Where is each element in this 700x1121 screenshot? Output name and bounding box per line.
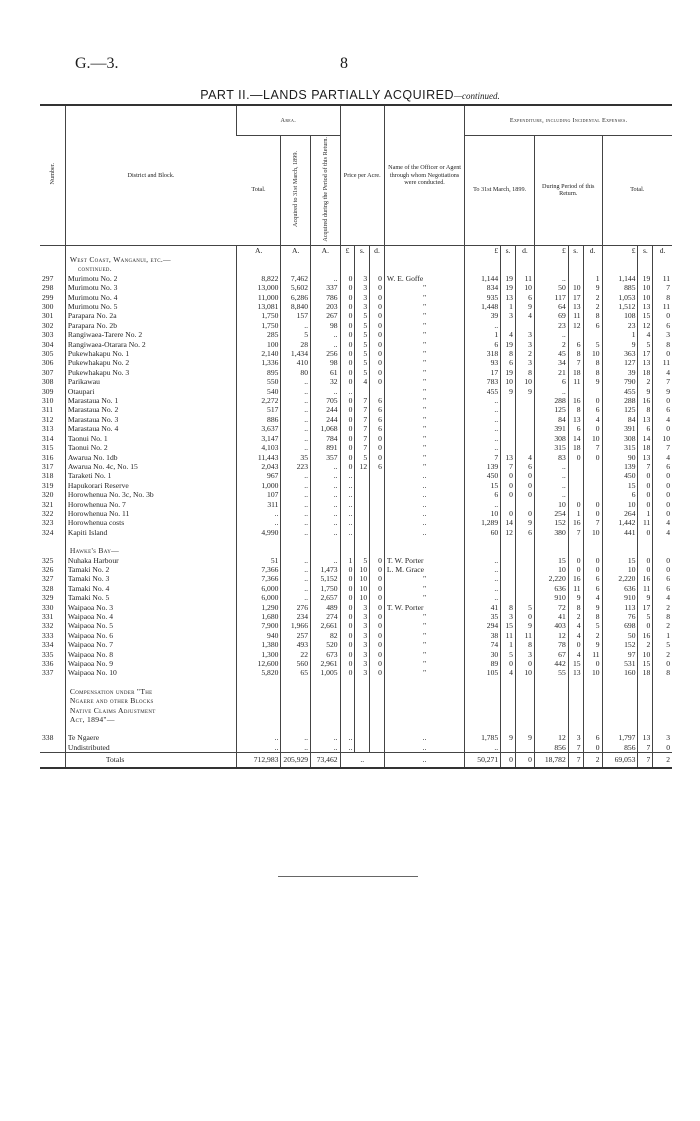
section-heading-row xyxy=(40,715,672,724)
row-officer: " xyxy=(384,368,464,377)
table-row: 312 Marastaua No. 3 886 .. 244 0 7 6 " .. 84 13 4 84 13 4 xyxy=(42,414,670,424)
table-row: 336 Waipaoa No. 9 12,600 560 2,961 0 3 0 " 89 0 0 442 15 0 531 15 0 xyxy=(42,659,670,669)
row-district: Te Ngaere xyxy=(65,733,236,742)
row-number: 334 xyxy=(42,640,54,650)
table-row: 317 Awarua No. 4c, No. 15 2,043 223 .. 0 12 6 " 139 7 6 .. 139 7 6 xyxy=(42,461,670,471)
row-number: 330 xyxy=(42,602,54,612)
row-district: Kapiti Island xyxy=(65,528,236,537)
row-district: Murimotu No. 4 xyxy=(65,293,236,302)
row-officer: .. xyxy=(384,481,464,490)
row-number: 319 xyxy=(42,480,54,490)
row-district: Waipaoa No. 9 xyxy=(65,659,236,668)
row-number: 311 xyxy=(42,405,54,415)
row-officer: W. E. Goffe xyxy=(384,274,464,283)
row-officer: .. xyxy=(384,471,464,480)
table-row: 320 Horowhenua No. 3c, No. 3b 107 .. .. .. .. 6 0 0 .. 6 0 0 xyxy=(42,490,670,500)
table-row: 313 Marastaua No. 4 3,637 .. 1,068 0 7 6 " .. 391 6 0 391 6 0 xyxy=(42,424,670,434)
section-heading-row xyxy=(40,255,672,264)
row-district: Tamaki No. 3 xyxy=(65,574,236,583)
col-district-header: District and Block. xyxy=(65,105,236,245)
section-heading-row xyxy=(40,696,672,705)
col-expenditure-group-header: Expenditure, including Incidental Expenses. xyxy=(465,105,672,135)
table-row: 305 Pukewhakapu No. 1 2,140 1,434 256 0 5 0 " 318 8 2 45 8 10 363 17 0 xyxy=(42,349,670,359)
footer-rule xyxy=(278,876,418,877)
table-row: 303 Rangiwaea-Tarere No. 2 285 5 .. 0 5 0 " 1 4 3 .. 1 4 3 xyxy=(42,330,670,340)
section-heading: Ngaere and other Blocks xyxy=(65,696,236,705)
row-number: 312 xyxy=(42,414,54,424)
table-row: 297 Murimotu No. 2 8,822 7,462 .. 0 3 0 W. E. Goffe 1,144 19 11 .. 1 1,144 19 11 xyxy=(42,273,670,283)
table-row: 310 Marastaua No. 1 2,272 .. 705 0 7 6 " .. 288 16 0 288 16 0 xyxy=(42,396,670,406)
row-officer: " xyxy=(384,321,464,330)
row-number: 308 xyxy=(42,377,54,387)
row-officer: " xyxy=(384,584,464,593)
row-district: Horowhenua No. 11 xyxy=(65,509,236,518)
row-district: Undistributed xyxy=(65,743,236,753)
spacer-row xyxy=(40,678,672,687)
row-number: 313 xyxy=(42,424,54,434)
row-number: 306 xyxy=(42,358,54,368)
row-officer: " xyxy=(384,405,464,414)
row-district: Rangiwaea-Otarara No. 2 xyxy=(65,340,236,349)
row-district: Murimotu No. 3 xyxy=(65,283,236,292)
row-officer: .. xyxy=(384,733,464,742)
row-officer: .. xyxy=(384,490,464,499)
table-row: 329 Tamaki No. 5 6,000 .. 2,657 0 10 0 " .. 910 9 4 910 9 4 xyxy=(42,593,670,603)
row-district: Awarua No. 1db xyxy=(65,453,236,462)
row-number: 301 xyxy=(42,311,54,321)
units-row: A. A. A. £ s. d. £ s. d. £ s. d. £ s. d. xyxy=(40,245,672,255)
row-district: Parapara No. 2a xyxy=(65,311,236,320)
table-row: 338 Te Ngaere .. .. .. .. .. 1,785 9 9 12 3 6 1,797 13 3 xyxy=(42,733,670,743)
table-row: 318 Taraketi No. 1 967 .. .. .. .. 450 0 0 .. 450 0 0 xyxy=(42,471,670,481)
row-district: Taonui No. 2 xyxy=(65,443,236,452)
row-district: Waipaoa No. 10 xyxy=(65,668,236,677)
row-district: Waipaoa No. 5 xyxy=(65,621,236,630)
totals-row: Totals 712,983 205,929 73,462 .. .. 50,271 0 0 18,782 7 2 69,053 7 2 xyxy=(40,753,672,768)
row-district: Waipaoa No. 8 xyxy=(65,650,236,659)
col-area-total-header: Total. xyxy=(237,135,281,245)
row-number: 299 xyxy=(42,292,54,302)
row-number: 327 xyxy=(42,574,54,584)
col-officer-header: Name of the Officer or Agent through whom Negotiations were conducted. xyxy=(384,105,464,245)
row-number: 337 xyxy=(42,668,54,678)
row-number: 315 xyxy=(42,443,54,453)
row-district: Pukewhakapu No. 3 xyxy=(65,368,236,377)
row-number: 297 xyxy=(42,273,54,283)
table-row: 316 Awarua No. 1db 11,443 35 357 0 5 0 " 7 13 4 83 0 0 90 13 4 xyxy=(42,452,670,462)
lands-table xyxy=(40,104,672,769)
row-officer: " xyxy=(384,668,464,677)
table-row: 337 Waipaoa No. 10 5,820 65 1,005 0 3 0 " 105 4 10 55 13 10 160 18 8 xyxy=(42,668,670,678)
row-district: Horowhenua costs xyxy=(65,518,236,527)
row-number: 300 xyxy=(42,302,54,311)
table-row: 323 Horowhenua costs .. .. .. .. .. 1,289 14 9 152 16 7 1,442 11 4 xyxy=(42,518,670,528)
row-number: 316 xyxy=(42,452,54,462)
row-district: Waipaoa No. 6 xyxy=(65,631,236,640)
col-exp-during-header: During Period of this Return. xyxy=(534,135,602,245)
row-officer: " xyxy=(384,631,464,640)
row-officer: " xyxy=(384,293,464,302)
table-row: 330 Waipaoa No. 3 1,290 276 489 0 3 0 T. W. Porter 41 8 5 72 8 9 113 17 2 xyxy=(42,602,670,612)
table-row: 311 Marastaua No. 2 517 .. 244 0 7 6 " .. 125 8 6 125 8 6 xyxy=(42,405,670,415)
row-district: Pukewhakapu No. 2 xyxy=(65,358,236,367)
table-row: 301 Parapara No. 2a 1,750 157 267 0 5 0 " 39 3 4 69 11 8 108 15 0 xyxy=(42,311,670,321)
table-row: 314 Taonui No. 1 3,147 .. 784 0 7 0 " .. 308 14 10 308 14 10 xyxy=(42,433,670,443)
spacer-row xyxy=(40,537,672,546)
row-district: Waipaoa No. 3 xyxy=(65,603,236,612)
row-number: 309 xyxy=(42,386,54,396)
row-officer: " xyxy=(384,621,464,630)
col-number-header: Number. xyxy=(40,105,65,245)
table-body xyxy=(40,245,672,753)
section-heading-row xyxy=(40,687,672,696)
document-code: G.—3. xyxy=(75,55,119,72)
row-district: Hapukorari Reserve xyxy=(65,481,236,490)
row-district: Nuhaka Harbour xyxy=(65,556,236,565)
row-number: 323 xyxy=(42,518,54,528)
row-number: 322 xyxy=(42,508,54,518)
row-number: 320 xyxy=(42,490,54,500)
table-row: 332 Waipaoa No. 5 7,900 1,966 2,661 0 3 0 " 294 15 9 403 4 5 698 0 2 xyxy=(42,621,670,631)
row-officer: .. xyxy=(384,500,464,509)
row-officer: " xyxy=(384,330,464,339)
row-district: Pukewhakapu No. 1 xyxy=(65,349,236,358)
col-price-header: Price per Acre. xyxy=(340,105,384,245)
row-district: Rangiwaea-Tarere No. 2 xyxy=(65,330,236,339)
row-district: Murimotu No. 2 xyxy=(65,274,236,283)
table-row: 331 Waipaoa No. 4 1,680 234 274 0 3 0 " 35 3 0 41 2 8 76 5 8 xyxy=(42,612,670,621)
row-number: 321 xyxy=(42,499,54,509)
row-number: 333 xyxy=(42,630,54,640)
table-row: 304 Rangiwaea-Otarara No. 2 100 28 .. 0 5 0 " 6 19 3 2 6 5 9 5 8 xyxy=(42,339,670,349)
section-heading: Compensation under "The xyxy=(65,687,236,696)
row-number xyxy=(40,743,65,753)
col-area-during-header: Acquired during the Period of this Return. xyxy=(311,135,341,245)
row-officer: " xyxy=(384,650,464,659)
totals-label: Totals xyxy=(65,753,236,768)
row-district: Parapara No. 2b xyxy=(65,321,236,330)
row-officer: T. W. Porter xyxy=(384,556,464,565)
table-row: 321 Horowhenua No. 7 311 .. .. .. .. .. 10 0 0 10 0 0 xyxy=(42,499,670,509)
col-area-to-header: Acquired to 31st March, 1899. xyxy=(281,135,311,245)
row-district: Waipaoa No. 4 xyxy=(65,612,236,621)
row-officer: " xyxy=(384,659,464,668)
page-header xyxy=(0,55,700,79)
row-officer: " xyxy=(384,612,464,621)
row-district: Horowhenua No. 3c, No. 3b xyxy=(65,490,236,499)
row-officer: " xyxy=(384,640,464,649)
row-number: 328 xyxy=(42,583,54,593)
row-district: Marastaua No. 3 xyxy=(65,415,236,424)
row-number: 303 xyxy=(42,330,54,340)
row-number: 314 xyxy=(42,433,54,443)
row-number: 305 xyxy=(42,349,54,359)
section-heading: Act, 1894"— xyxy=(65,715,236,724)
table-row: 309 Otaupari 540 .. .. .. " 455 9 9 .. 455 9 9 xyxy=(42,386,670,396)
table-row: 328 Tamaki No. 4 6,000 .. 1,750 0 10 0 " .. 636 11 6 636 11 6 xyxy=(42,583,670,593)
part-title-main: PART II.—LANDS PARTIALLY ACQUIRED xyxy=(200,88,455,102)
row-officer: " xyxy=(384,387,464,396)
row-district: Otaupari xyxy=(65,387,236,396)
row-officer: " xyxy=(384,340,464,349)
row-number: 338 xyxy=(42,733,54,743)
row-number: 310 xyxy=(42,396,54,406)
section-heading: West Coast, Wanganui, etc.— xyxy=(65,255,236,264)
row-number: 335 xyxy=(42,649,54,659)
row-officer: .. xyxy=(384,743,464,753)
row-officer: " xyxy=(384,593,464,602)
table-row: 302 Parapara No. 2b 1,750 .. 98 0 5 0 " .. 23 12 6 23 12 6 xyxy=(42,320,670,330)
part-title-suffix: —continued. xyxy=(454,91,500,101)
row-officer: " xyxy=(384,311,464,320)
row-officer: " xyxy=(384,377,464,386)
row-officer: " xyxy=(384,358,464,367)
row-district: Murimotu No. 5 xyxy=(65,302,236,311)
row-officer: " xyxy=(384,302,464,311)
row-officer: " xyxy=(384,415,464,424)
table-row: Undistributed .. .. .. .. .. .. 856 7 0 856 7 0 xyxy=(40,743,672,753)
row-district: Tamaki No. 4 xyxy=(65,584,236,593)
table-row: 334 Waipaoa No. 7 1,380 493 520 0 3 0 " 74 1 8 78 0 9 152 2 5 xyxy=(42,640,670,650)
row-district: Tamaki No. 2 xyxy=(65,565,236,574)
row-number: 318 xyxy=(42,471,54,481)
row-officer: " xyxy=(384,462,464,471)
spacer-row xyxy=(40,724,672,733)
row-district: Taonui No. 1 xyxy=(65,434,236,443)
page-number: 8 xyxy=(340,55,348,72)
row-district: Waipaoa No. 7 xyxy=(65,640,236,649)
row-officer: " xyxy=(384,443,464,452)
row-district: Marastaua No. 1 xyxy=(65,396,236,405)
row-district: Marastaua No. 2 xyxy=(65,405,236,414)
table-row: 333 Waipaoa No. 6 940 257 82 0 3 0 " 38 11 11 12 4 2 50 16 1 xyxy=(42,630,670,640)
row-number: 307 xyxy=(42,367,54,377)
row-number: 317 xyxy=(42,461,54,471)
row-number: 331 xyxy=(42,612,54,621)
row-number: 324 xyxy=(42,527,54,537)
table-row: 307 Pukewhakapu No. 3 895 80 61 0 5 0 " 17 19 8 21 18 8 39 18 4 xyxy=(42,367,670,377)
table-row: 300 Murimotu No. 5 13,081 8,840 203 0 3 0 " 1,448 1 9 64 13 2 1,512 13 11 xyxy=(42,302,670,311)
row-district: Parikawau xyxy=(65,377,236,386)
section-heading-row xyxy=(40,264,672,273)
table-row: 298 Murimotu No. 3 13,000 5,602 337 0 3 0 " 834 19 10 50 10 9 885 10 7 xyxy=(42,283,670,293)
section-heading-row xyxy=(40,546,672,555)
row-number: 325 xyxy=(42,555,54,565)
part-title xyxy=(0,88,700,102)
row-officer: " xyxy=(384,349,464,358)
table-row: 306 Pukewhakapu No. 2 1,336 410 98 0 5 0 " 93 6 3 34 7 8 127 13 11 xyxy=(42,358,670,368)
row-officer: " xyxy=(384,453,464,462)
row-district: Marastaua No. 4 xyxy=(65,424,236,433)
table-row: 299 Murimotu No. 4 11,000 6,286 786 0 3 0 " 935 13 6 117 17 2 1,053 10 8 xyxy=(42,292,670,302)
row-officer: " xyxy=(384,574,464,583)
table-row: 315 Taonui No. 2 4,103 .. 891 0 7 0 " .. 315 18 7 315 18 7 xyxy=(42,443,670,453)
section-heading: continued. xyxy=(65,264,236,273)
row-district: Taraketi No. 1 xyxy=(65,471,236,480)
table-row: 326 Tamaki No. 2 7,366 .. 1,473 0 10 0 L. M. Grace .. 10 0 0 10 0 0 xyxy=(42,564,670,574)
row-number: 326 xyxy=(42,564,54,574)
row-district: Tamaki No. 5 xyxy=(65,593,236,602)
row-number: 302 xyxy=(42,320,54,330)
row-officer: .. xyxy=(384,528,464,537)
col-exp-to-header: To 31st March, 1899. xyxy=(465,135,535,245)
row-officer: L. M. Grace xyxy=(384,565,464,574)
col-exp-total-header: Total. xyxy=(602,135,672,245)
section-heading-row xyxy=(40,706,672,715)
table-row: 327 Tamaki No. 3 7,366 .. 5,152 0 10 0 " .. 2,220 16 6 2,220 16 6 xyxy=(42,574,670,584)
row-number: 304 xyxy=(42,339,54,349)
row-officer: " xyxy=(384,424,464,433)
row-number: 329 xyxy=(42,593,54,603)
table-row: 335 Waipaoa No. 8 1,300 22 673 0 3 0 " 30 5 3 67 4 11 97 10 2 xyxy=(42,649,670,659)
section-heading: Hawke's Bay— xyxy=(65,546,236,555)
table-row: 325 Nuhaka Harbour 51 .. .. 1 5 0 T. W. Porter .. 15 0 0 15 0 0 xyxy=(42,555,670,565)
section-heading: Native Claims Adjustment xyxy=(65,706,236,715)
table-row: 324 Kapiti Island 4,990 .. .. .. .. 60 12 6 380 7 10 441 0 4 xyxy=(42,527,670,537)
table-row: 322 Horowhenua No. 11 .. .. .. .. .. 10 0 0 254 1 0 264 1 0 xyxy=(42,508,670,518)
row-number: 332 xyxy=(42,621,54,631)
table-row: 308 Parikawau 550 .. 32 0 4 0 " 783 10 10 6 11 9 790 2 7 xyxy=(42,377,670,387)
row-officer: .. xyxy=(384,518,464,527)
row-district: Awarua No. 4c, No. 15 xyxy=(65,462,236,471)
table-row: 319 Hapukorari Reserve 1,000 .. .. .. .. 15 0 0 .. 15 0 0 xyxy=(42,480,670,490)
row-district: Horowhenua No. 7 xyxy=(65,500,236,509)
row-officer: " xyxy=(384,283,464,292)
row-officer: " xyxy=(384,396,464,405)
row-officer: .. xyxy=(384,509,464,518)
row-number: 336 xyxy=(42,659,54,669)
row-number: 298 xyxy=(42,283,54,293)
row-officer: " xyxy=(384,434,464,443)
col-area-group-header: Area. xyxy=(237,105,341,135)
row-officer: T. W. Porter xyxy=(384,603,464,612)
